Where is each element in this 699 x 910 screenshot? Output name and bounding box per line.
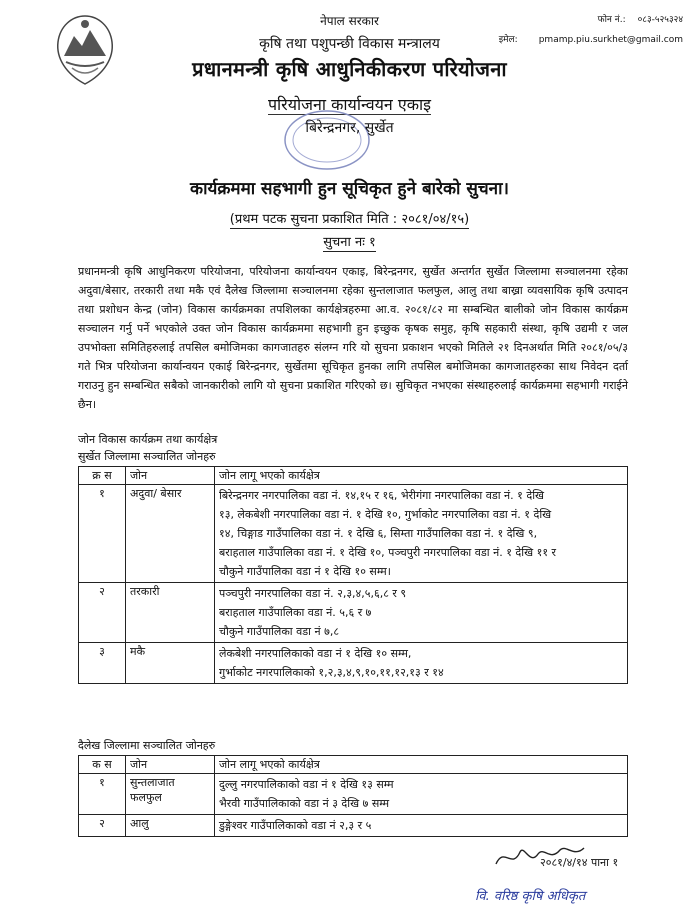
place-name: बिरेन्द्रनगर, सुर्खेत: [305, 120, 394, 136]
header-sn: क्र स: [79, 467, 126, 485]
area-line: बराहताल गाउँपालिका वडा नं. १ देखि १०, पञ्चपुरी नगरपालिका वडा नं. १ देखि ११ र: [219, 546, 557, 559]
date-and-page: २०८१/४/१४ पाना १: [540, 856, 619, 869]
row-sn: २: [79, 815, 126, 837]
header-area: जोन लागू भएको कार्यक्षेत्र: [215, 467, 628, 485]
table-row: [79, 583, 628, 643]
row-sn: २: [79, 583, 126, 643]
row-sn: १: [79, 485, 126, 583]
area-line: बिरेन्द्रनगर नगरपालिका वडा नं. १४,१५ र १६, भेरीगंगा नगरपालिका वडा नं. १ देखि: [219, 489, 545, 502]
area-line: १४, चिङ्गाड गाउँपालिका वडा नं. १ देखि ६, सिम्ता गाउँपालिका वडा नं. १ देखि ९,: [219, 527, 538, 540]
area-line: चौकुने गाउँपालिका वडा नं १ देखि १० सम्म।: [219, 565, 391, 578]
area-line: पञ्चपुरी नगरपालिका वडा नं. २,३,४,५,६,८ र ९: [219, 587, 407, 600]
dailekh-zones-table: [78, 755, 628, 837]
table-row: [79, 643, 628, 684]
notice-title: कार्यक्रममा सहभागी हुन सूचिकृत हुने बारेको सुचना।: [190, 179, 509, 199]
area-line: गुर्भाकोट नगरपालिकाको १,२,३,४,९,१०,११,१२,१३ र १४: [219, 666, 444, 679]
area-line: डुङ्गेश्वर गाउँपालिकाको वडा नं २,३ र ५: [219, 819, 372, 832]
ministry-name: कृषि तथा पशुपन्छी विकास मन्त्रालय: [259, 36, 440, 52]
row-area: [215, 643, 628, 684]
project-name: प्रधानमन्त्री कृषि आधुनिकीकरण परियोजना: [192, 57, 507, 81]
row-sn: १: [79, 774, 126, 815]
table-row: [79, 815, 628, 837]
surkhet-zones-table: [78, 466, 628, 684]
row-area: [215, 774, 628, 815]
row-zone: सुन्तलाजात फलफुल: [126, 774, 215, 815]
dailekh-table-title: दैलेख जिल्लामा सञ्चालित जोनहरु: [78, 739, 216, 752]
row-zone: आलु: [126, 815, 215, 837]
section-title: जोन विकास कार्यक्रम तथा कार्यक्षेत्र: [78, 433, 218, 446]
unit-name: परियोजना कार्यान्वयन एकाइ: [267, 95, 432, 114]
contact-email: इमेल: pmamp.piu.surkhet@gmail.com: [498, 35, 683, 45]
row-area: [215, 583, 628, 643]
notice-number: सुचना नः १: [323, 235, 376, 250]
header-area: जोन लागू भएको कार्यक्षेत्र: [215, 756, 628, 774]
area-line: चौकुने गाउँपालिका वडा नं ७,८: [219, 625, 340, 638]
row-sn: ३: [79, 643, 126, 684]
contact-phone: फोन नं.: ०८३-५२५३२४: [597, 15, 683, 25]
header-zone: जोन: [126, 756, 215, 774]
row-zone: मकै: [126, 643, 215, 684]
table-row: [79, 774, 628, 815]
row-zone: अदुवा/ बेसार: [126, 485, 215, 583]
area-line: बराहताल गाउँपालिका वडा नं. ५,६ र ७: [219, 606, 372, 619]
header-zone: जोन: [126, 467, 215, 485]
surkhet-table-title: सुर्खेत जिल्लामा सञ्चालित जोनहरु: [78, 450, 216, 463]
government-name: नेपाल सरकार: [320, 14, 379, 28]
row-area: [215, 485, 628, 583]
officer-stamp: वि. वरिष्ठ कृषि अधिकृत: [475, 889, 586, 904]
notice-body: प्रधानमन्त्री कृषि आधुनिकरण परियोजना, परियोजना कार्यान्वयन एकाइ, बिरेन्द्रनगर, सुर्खेत अन्तर्गत सुर्खेत जिल्लामा सञ्चालनमा रहेका अदुवा/बेसार, तरकारी तथा मकै एवं दैलेख जिल्लामा सञ्चालनमा रहेका सुन्तलाजात फलफुल, आलु तथा बाख्रा व्यवसायिक कृषि उत्पादन तथा प्रशोधन केन्द्र (जोन) विकास कार्यक्रमका तपशिलका कार्यक्षेत्रहरुमा आ.व. २०८१/८२ मा सम्बन्धित बालीको जोन विकास कार्यक्रम सञ्चालन गर्नु पर्ने भएकोले उक्त जोन विकास कार्यक्रममा सहभागी हुन इच्छुक कृषक समुह, कृषि सहकारी संस्था, कृषि उद्यमी र जल उपभोक्ता समितिहरुलाई तपसिल बमोजिमका कागजातहरु संलग्न गरि यो सुचना प्रकाशन भएको मितिले २१ दिनअर्थात मिति २०८१/०५/३ गते भित्र परियोजना कार्यान्वयन एकाई बिरेन्द्रनगर, सुर्खेतमा सूचिकृत हुनका लागि तपसिल बमोजिमका कागजातहरुका साथ निवेदन दर्ता गराउनु हुन सम्बन्धित सबैको जानकारीको लागि यो सुचना प्रकाशित गरिएको छ। सुचिकृत नभएका संस्थाहरुलाई कार्यक्रममा सहभागी गराईने छैन।: [78, 265, 628, 411]
row-area: [215, 815, 628, 837]
row-zone: तरकारी: [126, 583, 215, 643]
area-line: भैरवी गाउँपालिकाको वडा नं ३ देखि ७ सम्म: [219, 797, 390, 810]
table-header-row: [79, 756, 628, 774]
area-line: लेकबेशी नगरपालिकाको वडा नं १ देखि १० सम्म,: [219, 647, 412, 660]
publication-date: (प्रथम पटक सुचना प्रकाशित मिति : २०८१/०४/१५): [229, 212, 470, 227]
area-line: दुल्लु नगरपालिकाको वडा नं १ देखि १३ सम्म: [219, 778, 394, 791]
header-sn: क स: [79, 756, 126, 774]
table-header-row: [79, 467, 628, 485]
table-row: [79, 485, 628, 583]
area-line: १३, लेकबेशी नगरपालिका वडा नं. १ देखि १०, गुर्भाकोट नगरपालिका वडा नं. १ देखि: [219, 508, 552, 521]
